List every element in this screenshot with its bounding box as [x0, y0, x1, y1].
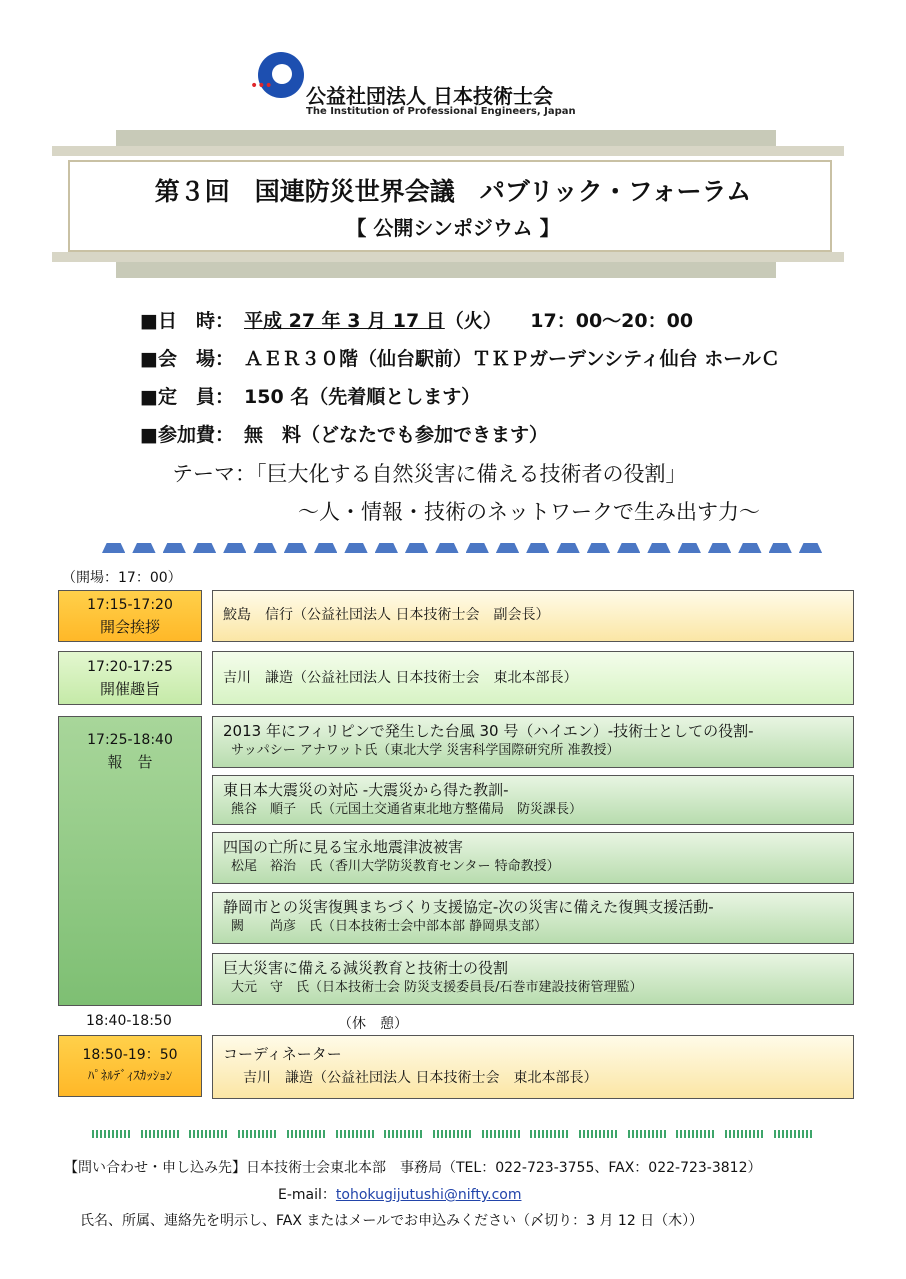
info-date-extra: （火） 17：00～20：00 — [444, 310, 694, 332]
greeting-time: 17:15-17:20 — [87, 597, 173, 613]
panel-time: 18:50-19：50 — [82, 1047, 178, 1063]
info-fee — [140, 420, 548, 447]
greeting-box — [212, 590, 854, 642]
report-title-4: 静岡市との災害復興まちづくり支援協定-次の災害に備えた復興支援活動- — [223, 898, 714, 916]
info-capacity-value: 150 名（先着順とします） — [244, 386, 481, 408]
info-date-label: ■日 時： — [140, 310, 234, 332]
break-label: （休 憩） — [338, 1016, 408, 1032]
report-speaker-5: 大元 守 氏（日本技術士会 防災支援委員長/石巻市建設技術管理監） — [231, 980, 643, 995]
report-label: 報 告 — [107, 753, 153, 771]
theme-line2: ～人・情報・技術のネットワークで生み出す力～ — [298, 500, 760, 524]
greeting-label: 開会挨拶 — [99, 618, 160, 636]
page-title: 第３回 国連防災世界会議 パブリック・フォーラム — [154, 177, 752, 206]
purpose-label: 開催趣旨 — [99, 680, 160, 698]
info-venue-value: ＡＥＲ３０階（仙台駅前）ＴＫＰガーデンシティ仙台 ホールＣ — [244, 348, 780, 370]
greeting-text: 鮫島 信行（公益社団法人 日本技術士会 副会長） — [223, 607, 550, 623]
info-capacity-label: ■定 員： — [140, 386, 234, 408]
info-capacity — [140, 382, 480, 409]
report-title-3: 四国の亡所に見る宝永地震津波被害 — [223, 838, 464, 856]
panel-time-box — [58, 1035, 202, 1097]
title-band-lower — [52, 252, 844, 262]
email-label: E-mail： — [278, 1187, 336, 1203]
contact-info: 【問い合わせ・申し込み先】日本技術士会東北本部 事務局（TEL：022-723-3755、FAX：022-723-3812） — [64, 1160, 762, 1176]
panel-label: ﾊﾟﾈﾙﾃﾞｨｽｶｯｼｮﾝ — [87, 1069, 173, 1084]
title-band-bottom — [116, 262, 776, 278]
purpose-box — [212, 651, 854, 705]
email-line — [278, 1184, 521, 1204]
report-item-1 — [212, 716, 854, 768]
application-note: 氏名、所属、連絡先を明示し、FAX またはメールでお申込みください（〆切り：3 月 12 日（木）） — [80, 1213, 704, 1229]
email-link[interactable]: tohokugijutushi@nifty.com — [335, 1187, 522, 1203]
info-venue — [140, 344, 780, 371]
info-venue-label: ■会 場： — [140, 348, 234, 370]
logo-dots: ••• — [250, 78, 272, 94]
title-band-top — [116, 130, 776, 146]
page-subtitle: 【 公開シンポジウム 】 — [346, 216, 560, 240]
report-title-5: 巨大災害に備える減災教育と技術士の役割 — [223, 959, 509, 977]
report-title-1: 2013 年にフィリピンで発生した台風 30 号（ハイエン）-技術士としての役割- — [223, 722, 754, 740]
dash-divider — [92, 1130, 812, 1140]
report-speaker-3: 松尾 裕治 氏（香川大学防災教育センター 特命教授） — [231, 859, 560, 874]
panel-text: 吉川 謙造（公益社団法人 日本技術士会 東北本部長） — [243, 1070, 598, 1086]
report-speaker-2: 熊谷 順子 氏（元国土交通省東北地方整備局 防災課長） — [231, 802, 583, 817]
report-speaker-1: サッパシー アナワット氏（東北大学 災害科学国際研究所 准教授） — [231, 743, 620, 758]
info-date — [140, 306, 693, 333]
theme-line1: テーマ：「巨大化する自然災害に備える技術者の役割」 — [172, 462, 687, 486]
purpose-time: 17:20-17:25 — [87, 659, 173, 675]
panel-box — [212, 1035, 854, 1099]
purpose-text: 吉川 謙造（公益社団法人 日本技術士会 東北本部長） — [223, 670, 578, 686]
report-time-box — [58, 716, 202, 1006]
report-speaker-4: 闕 尚彦 氏（日本技術士会中部本部 静岡県支部） — [231, 919, 548, 934]
info-fee-label: ■参加費： — [140, 424, 234, 446]
org-name-en: The Institution of Professional Engineers, Japan — [306, 106, 576, 117]
report-item-3 — [212, 832, 854, 884]
report-title-2: 東日本大震災の対応 -大震災から得た教訓- — [223, 781, 509, 799]
info-date-value: 平成 27 年 3 月 17 日 — [244, 310, 445, 332]
greeting-time-box — [58, 590, 202, 642]
report-item-5 — [212, 953, 854, 1005]
report-item-4 — [212, 892, 854, 944]
break-time: 18:40-18:50 — [86, 1013, 172, 1029]
opening-time: （開場：17：00） — [62, 570, 182, 586]
title-band-upper — [52, 146, 844, 156]
wave-divider — [102, 543, 822, 555]
info-fee-value: 無 料（どなたでも参加できます） — [244, 424, 549, 446]
panel-title: コーディネーター — [223, 1045, 342, 1063]
org-name-ja: 公益社団法人 日本技術士会 — [306, 84, 553, 108]
report-item-2 — [212, 775, 854, 825]
report-time: 17:25-18:40 — [87, 732, 173, 748]
purpose-time-box — [58, 651, 202, 705]
